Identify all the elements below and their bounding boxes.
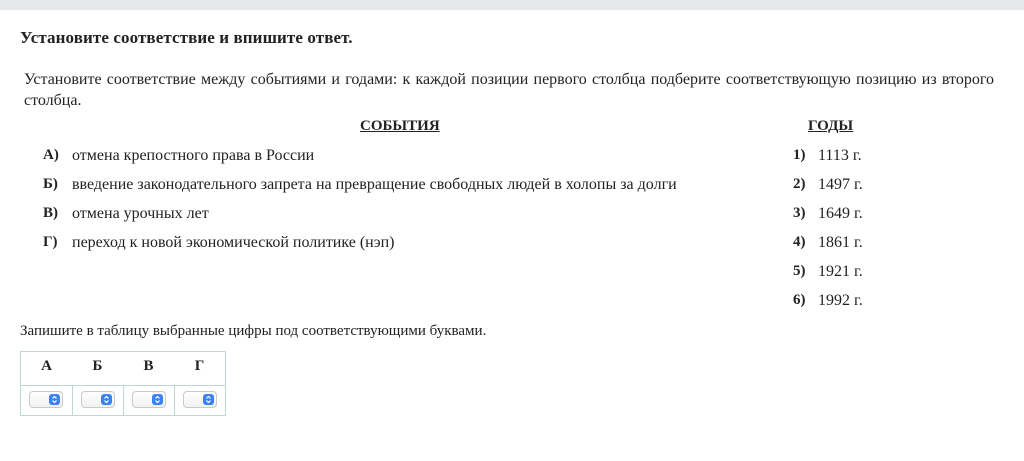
task-title: Установите соответствие и впишите ответ.: [20, 28, 353, 47]
answer-cell: [174, 386, 225, 416]
year-number: 3): [793, 205, 806, 221]
event-text: отмена крепостного права в России: [72, 147, 315, 164]
answer-table: [20, 351, 226, 416]
answer-cell: [21, 386, 71, 416]
select-arrows-icon: [203, 394, 214, 405]
answer-header-a: А: [41, 358, 52, 374]
answer-header-b: Б: [92, 358, 103, 374]
year-text: 1497 г.: [818, 176, 863, 193]
event-letter: Б): [43, 176, 58, 192]
event-text: переход к новой экономической политике (нэп): [72, 234, 395, 251]
answer-header-g: Г: [194, 358, 205, 374]
year-number: 6): [793, 292, 806, 308]
answer-cell: [72, 386, 123, 416]
select-arrows-icon: [49, 394, 60, 405]
year-number: 5): [793, 263, 806, 279]
year-text: 1992 г.: [818, 292, 863, 309]
select-arrows-icon: [152, 394, 163, 405]
answer-select-a[interactable]: [29, 391, 63, 408]
year-text: 1649 г.: [818, 205, 863, 222]
select-arrows-icon: [101, 394, 112, 405]
answer-select-v[interactable]: [132, 391, 166, 408]
answer-select-b[interactable]: [81, 391, 115, 408]
task-text: Установите соответствие между событиями и годами: к каждой позиции первого столбца подберите соответствующую позицию из второго столбца.: [24, 71, 994, 109]
answer-select-row: [21, 385, 225, 416]
event-letter: Г): [43, 234, 58, 250]
year-text: 1113 г.: [818, 147, 862, 164]
answer-header-v: В: [143, 358, 154, 374]
year-number: 2): [793, 176, 806, 192]
year-text: 1921 г.: [818, 263, 863, 280]
events-column-header: СОБЫТИЯ: [360, 118, 440, 134]
answer-select-g[interactable]: [183, 391, 217, 408]
event-text: отмена урочных лет: [72, 205, 209, 222]
year-number: 1): [793, 147, 806, 163]
event-letter: В): [43, 205, 58, 221]
event-letter: А): [43, 147, 59, 163]
event-text: введение законодательного запрета на превращение свободных людей в холопы за долги: [72, 176, 677, 193]
answer-cell: [123, 386, 174, 416]
top-bar: [0, 0, 1024, 10]
year-text: 1861 г.: [818, 234, 863, 251]
years-column-header: ГОДЫ: [808, 118, 854, 134]
year-number: 4): [793, 234, 806, 250]
answer-instruction: Запишите в таблицу выбранные цифры под соответствующими буквами.: [20, 323, 487, 339]
